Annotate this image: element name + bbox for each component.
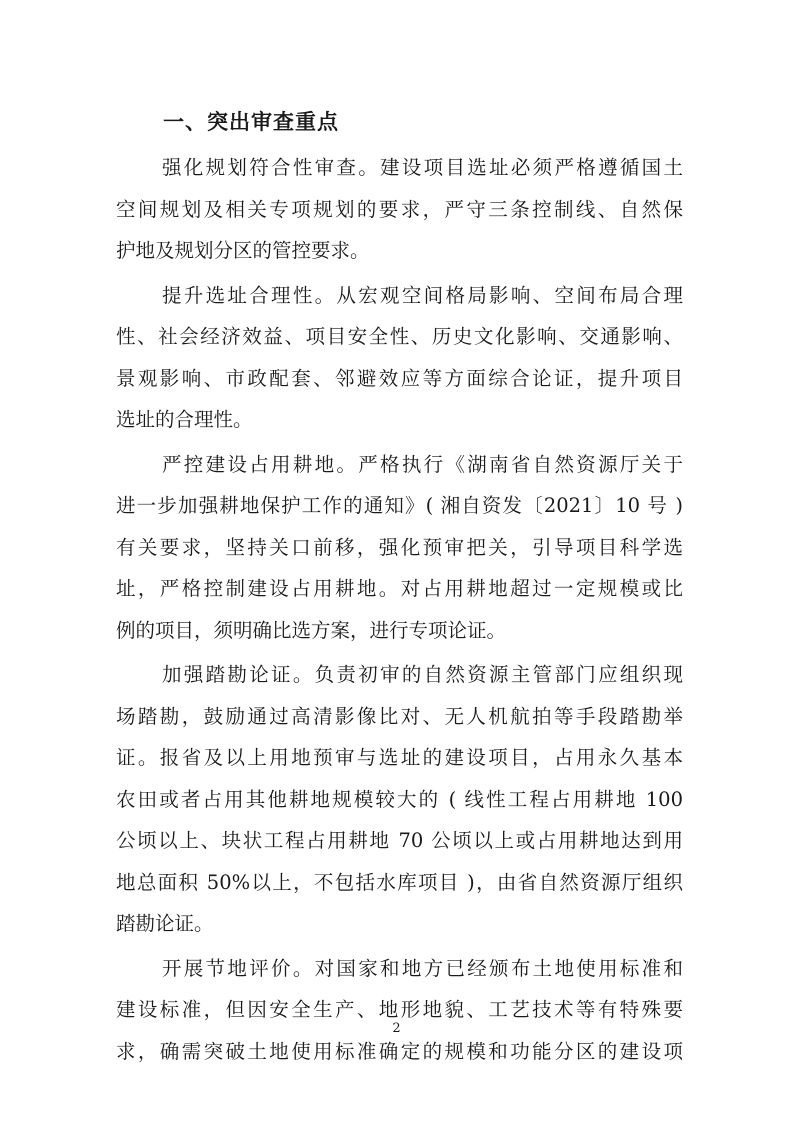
paragraph-line: 场踏勘，鼓励通过高清影像比对、无人机航拍等手段踏勘举 <box>116 704 683 728</box>
paragraph-line: 证。报省及以上用地预审与选址的建设项目，占用永久基本 <box>116 746 683 769</box>
paragraph-line: 加强踏勘论证。负责初审的自然资源主管部门应组织现 <box>162 663 683 686</box>
paragraph-farmland-control <box>116 444 683 652</box>
paragraph-line: 开展节地评价。对国家和地方已经颁布土地使用标准和 <box>162 956 683 980</box>
paragraph-site-survey <box>116 654 683 945</box>
paragraph-line: 农田或者占用其他耕地规模较大的 ( 线性工程占用耕地 100 <box>116 787 683 811</box>
paragraph-line: 求，确需突破土地使用标准确定的规模和功能分区的建设项 <box>116 1039 683 1063</box>
paragraph-line: 强化规划符合性审查。建设项目选址必须严格遵循国土 <box>162 156 683 179</box>
document-body <box>116 147 683 1075</box>
paragraph-line: 选址的合理性。 <box>116 408 253 431</box>
paragraph-line: 址，严格控制建设占用耕地。对占用耕地超过一定规模或比 <box>116 577 683 600</box>
paragraph-line: 踏勘论证。 <box>116 912 214 935</box>
paragraph-line: 有关要求，坚持关口前移，强化预审把关，引导项目科学选 <box>116 535 683 559</box>
paragraph-site-rationality <box>116 275 683 441</box>
paragraph-land-saving-evaluation <box>116 948 683 1073</box>
paragraph-line: 空间规划及相关专项规划的要求，严守三条控制线、自然保 <box>116 197 683 221</box>
paragraph-line: 地总面积 50%以上，不包括水库项目 )，由省自然资源厅组织 <box>116 870 683 894</box>
paragraph-line: 建设标准，但因安全生产、地形地貌、工艺技术等有特殊要 <box>116 998 683 1021</box>
paragraph-line: 护地及规划分区的管控要求。 <box>116 239 370 262</box>
paragraph-line: 提升选址合理性。从宏观空间格局影响、空间布局合理 <box>162 283 683 307</box>
paragraph-line: 进一步加强耕地保护工作的通知》( 湘自资发〔2021〕10 号 ) <box>116 494 683 517</box>
paragraph-line: 景观影响、市政配套、邻避效应等方面综合论证，提升项目 <box>116 366 683 390</box>
paragraph-line: 公顷以上、块状工程占用耕地 70 公顷以上或占用耕地达到用 <box>116 829 683 852</box>
paragraph-planning-compliance <box>116 147 683 272</box>
paragraph-line: 严控建设占用耕地。严格执行《湖南省自然资源厅关于 <box>162 452 683 476</box>
section-heading: 一、突出审查重点 <box>163 110 339 134</box>
paragraph-line: 例的项目，须明确比选方案，进行专项论证。 <box>116 618 507 642</box>
paragraph-line: 性、社会经济效益、项目安全性、历史文化影响、交通影响、 <box>116 325 683 348</box>
page-number: 2 <box>392 1021 401 1036</box>
